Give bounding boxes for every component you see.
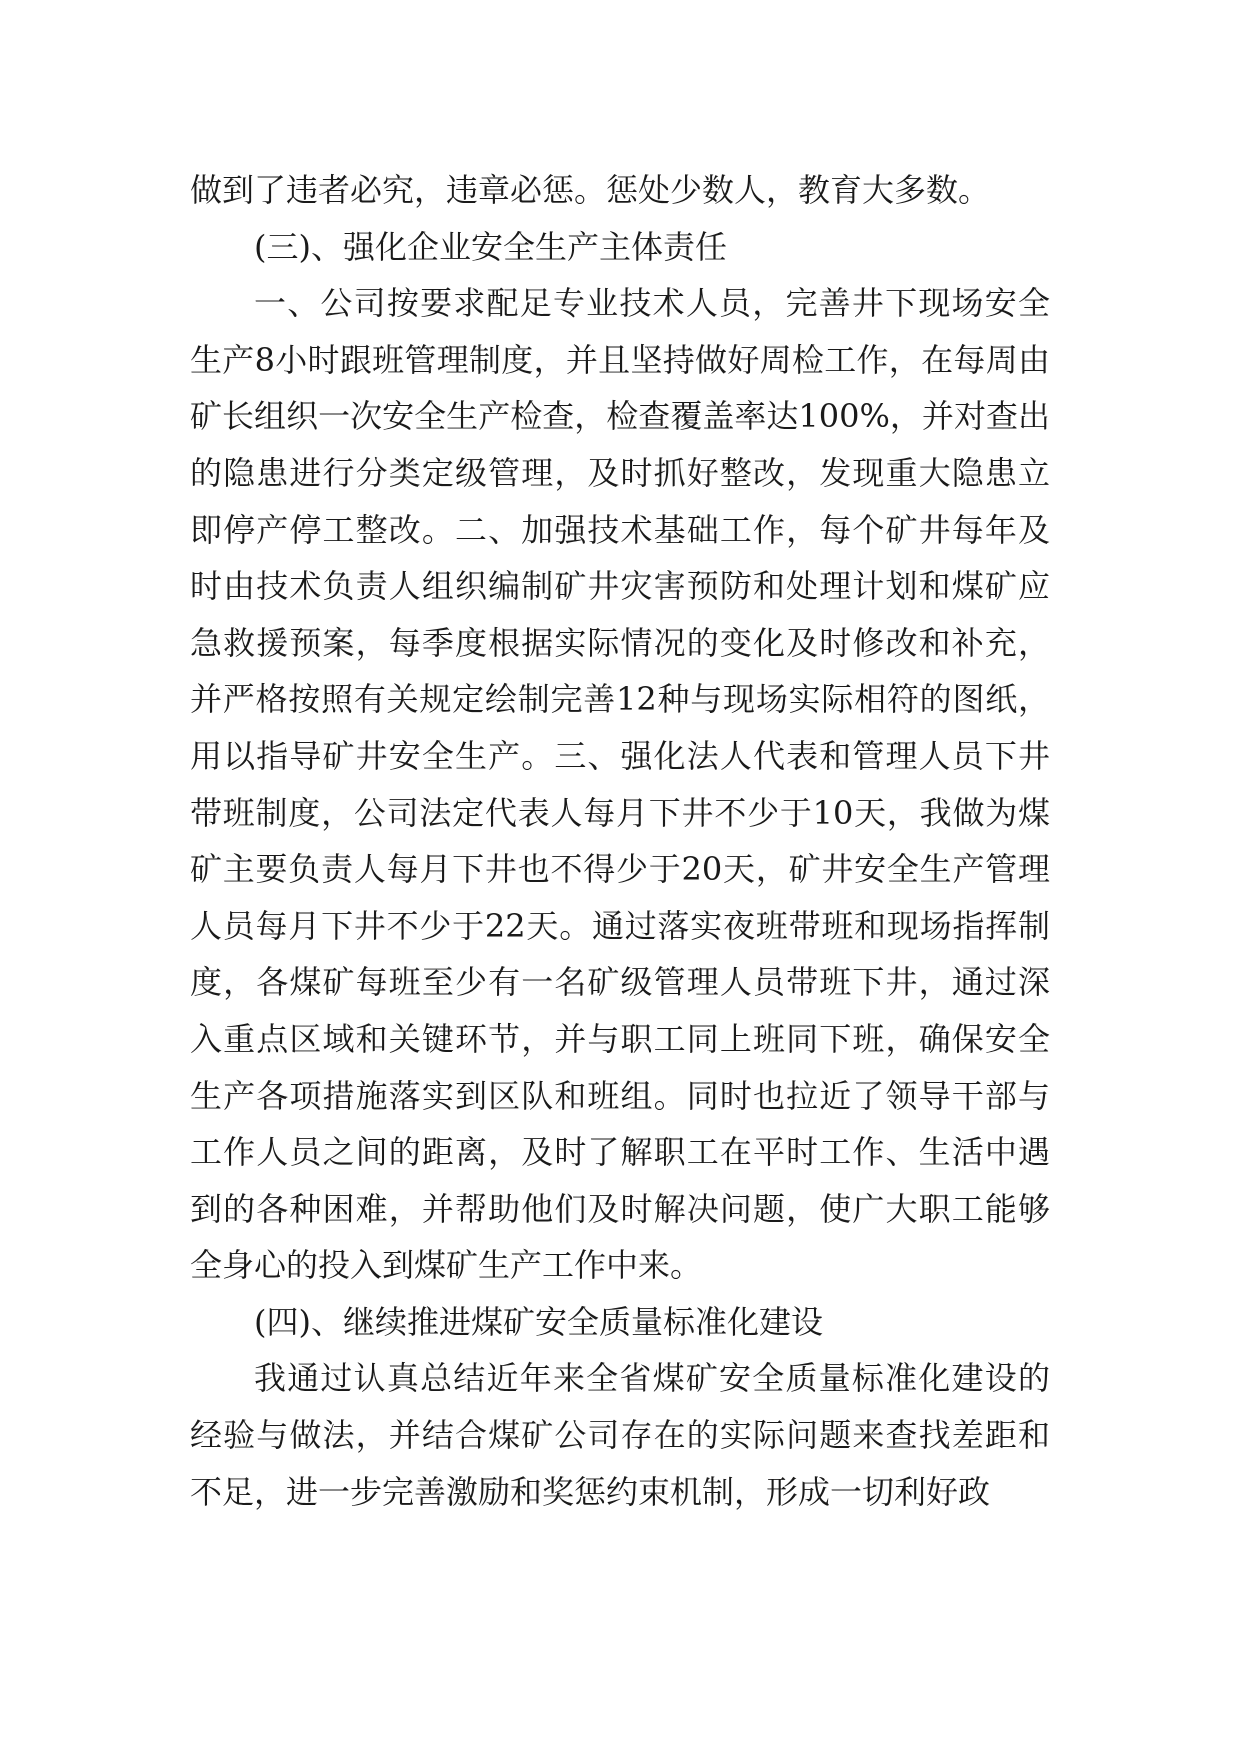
document-body [190,162,1050,1520]
paragraph-responsibility: 一、公司按要求配足专业技术人员，完善井下现场安全生产8小时跟班管理制度，并且坚持做好周检工作，在每周由矿长组织一次安全生产检查，检查覆盖率达100%，并对查出的隐患进行分类定级管理，及时抓好整改，发现重大隐患立即停产停工整改。二、加强技术基础工作，每个矿井每年及时由技术负责人组织编制矿井灾害预防和处理计划和煤矿应急救援预案，每季度根据实际情况的变化及时修改和补充，并严格按照有关规定绘制完善12种与现场实际相符的图纸，用以指导矿井安全生产。三、强化法人代表和管理人员下井带班制度，公司法定代表人每月下井不少于10天，我做为煤矿主要负责人每月下井也不得少于20天，矿井安全生产管理人员每月下井不少于22天。通过落实夜班带班和现场指挥制度，各煤矿每班至少有一名矿级管理人员带班下井，通过深入重点区域和关键环节，并与职工同上班同下班，确保安全生产各项措施落实到区队和班组。同时也拉近了领导干部与工作人员之间的距离，及时了解职工在平时工作、生活中遇到的各种困难，并帮助他们及时解决问题，使广大职工能够全身心的投入到煤矿生产工作中来。 [190,284,1050,1285]
section-heading-three: (三)、强化企业安全生产主体责任 [254,227,727,266]
section-heading-four: (四)、继续推进煤矿安全质量标准化建设 [254,1302,823,1341]
paragraph-continuation: 做到了违者必究，违章必惩。惩处少数人，教育大多数。 [190,171,991,209]
paragraph-standardization: 我通过认真总结近年来全省煤矿安全质量标准化建设的经验与做法，并结合煤矿公司存在的实际问题来查找差距和不足，进一步完善激励和奖惩约束机制，形成一切利好政 [190,1359,1050,1511]
